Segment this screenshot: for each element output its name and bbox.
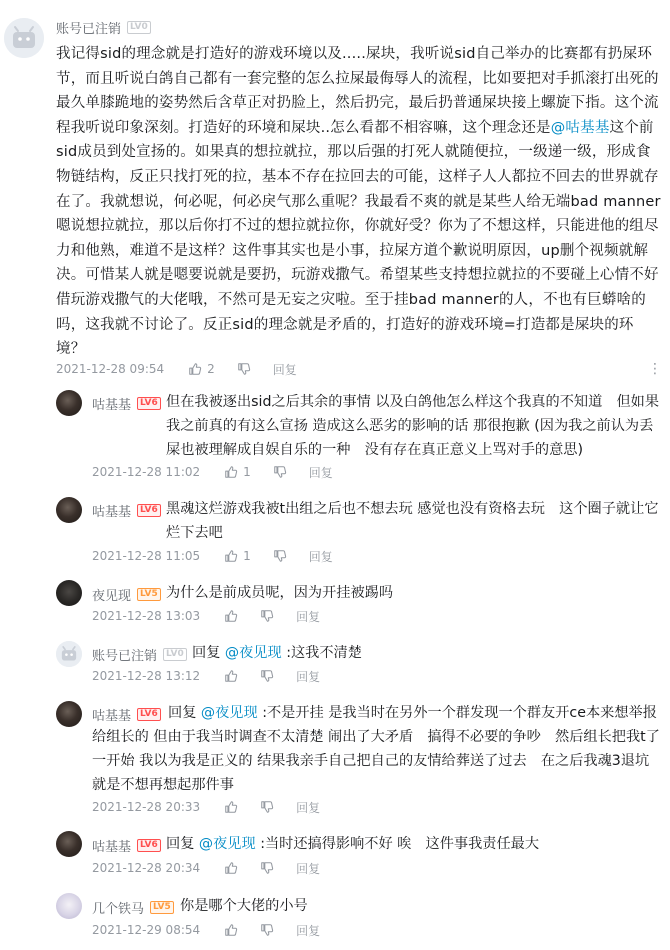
timestamp: 2021-12-28 13:03: [92, 609, 201, 623]
reply-meta: [92, 922, 342, 938]
dislike-button[interactable]: [260, 800, 274, 814]
level-badge: LV6: [137, 504, 161, 517]
reply-meta: [92, 548, 355, 564]
avatar[interactable]: [56, 390, 82, 416]
avatar[interactable]: [56, 893, 82, 919]
thumbs-up-icon: [224, 800, 238, 814]
level-badge: LV5: [137, 588, 161, 601]
level-badge: LV6: [137, 397, 161, 410]
reply-meta: [92, 668, 342, 684]
mention-link[interactable]: @咕基基: [550, 119, 610, 136]
reply-button[interactable]: 回复: [296, 609, 321, 624]
reply-meta: [92, 799, 342, 815]
username[interactable]: 夜见现: [92, 588, 132, 604]
thumbs-up-icon: [224, 861, 238, 875]
username[interactable]: 咕基基: [92, 708, 132, 724]
comment-meta: [56, 361, 319, 377]
thumbs-down-icon: [260, 923, 274, 937]
dislike-button[interactable]: [273, 465, 287, 479]
timestamp: 2021-12-28 11:02: [92, 465, 201, 479]
like-count: 1: [243, 549, 251, 563]
avatar[interactable]: [4, 18, 44, 58]
username[interactable]: 咕基基: [92, 839, 132, 855]
thumbs-down-icon: [260, 861, 274, 875]
reply-button[interactable]: 回复: [272, 362, 297, 377]
like-count: 1: [243, 465, 251, 479]
thumbs-up-icon: [224, 609, 238, 623]
like-button[interactable]: [224, 923, 238, 937]
deleted-user-icon: [4, 18, 44, 58]
level-badge: LV0: [127, 21, 151, 34]
reply-button[interactable]: 回复: [308, 465, 333, 480]
reply-text: 但在我被逐出sid之后其余的事情 以及白鸽他怎么样这个我真的不知道 但如果我之前真的有这么宣扬 造成这么恶劣的影响的话 那很抱歉 (因为我之前认为丢屎也被理解成自娱自乐的一种 没有存在真正意义上骂对手的意思): [166, 394, 660, 458]
like-button[interactable]: [224, 861, 238, 875]
avatar[interactable]: [56, 701, 82, 727]
thumbs-down-icon: [260, 800, 274, 814]
deleted-user-icon: [56, 641, 82, 667]
level-badge: LV6: [137, 839, 161, 852]
reply-text: 回复 @夜见现 :当时还搞得影响不好 唉 这件事我责任最大: [166, 836, 540, 852]
thumbs-down-icon: [260, 609, 274, 623]
mention-link[interactable]: @夜见现: [224, 645, 282, 661]
like-button[interactable]: [224, 800, 238, 814]
thumbs-down-icon: [273, 549, 287, 563]
mention-link[interactable]: @夜见现: [198, 836, 256, 852]
avatar[interactable]: [56, 641, 82, 667]
timestamp: 2021-12-28 13:12: [92, 669, 201, 683]
like-button[interactable]: [188, 362, 215, 376]
dislike-button[interactable]: [260, 861, 274, 875]
timestamp: 2021-12-28 11:05: [92, 549, 201, 563]
like-button[interactable]: [224, 669, 238, 683]
dislike-button[interactable]: [260, 669, 274, 683]
like-button[interactable]: [224, 465, 251, 479]
reply-text: 回复 @夜见现 :不是开挂 是我当时在另外一个群发现一个群友开ce本来想举报给组长的 但由于我当时调查不太清楚 闹出了大矛盾 搞得不必要的争吵 然后组长把我t了 一开始 我以为我是正义的 结果我亲手自己把自己的友情给葬送了过去 在之后我魂3退坑 就是不想再想起那件事: [92, 705, 660, 793]
dislike-button[interactable]: [260, 609, 274, 623]
thumbs-up-icon: [224, 923, 238, 937]
level-badge: LV6: [137, 708, 161, 721]
reply-button[interactable]: 回复: [296, 923, 321, 938]
timestamp: 2021-12-29 08:54: [92, 923, 201, 937]
mention-link[interactable]: @夜见现: [200, 705, 258, 721]
like-button[interactable]: [224, 549, 251, 563]
dislike-button[interactable]: [273, 549, 287, 563]
reply-text: 回复 @夜见现 :这我不清楚: [192, 645, 362, 661]
dislike-button[interactable]: [260, 923, 274, 937]
reply-button[interactable]: 回复: [296, 669, 321, 684]
username[interactable]: 账号已注销: [56, 21, 122, 37]
avatar[interactable]: [56, 497, 82, 523]
comment-text-part: 我记得sid的理念就是打造好的游戏环境以及.....屎块，我听说sid自己举办的比赛都有扔屎环节，而且听说白鸽自己都有一套完整的怎么拉屎最侮辱人的流程，比如要把对手抓滚打出死的最久单膝跪地的姿势然后含草正对扔脸上，然后扔完，最后扔普通屎块接上螺旋下指。这个流程我听说印象深刻。打造好的环境和屎块..怎么看都不相容嘛，这个理念还是: [56, 46, 659, 136]
username[interactable]: 账号已注销: [92, 648, 158, 664]
comment-text: [56, 42, 662, 362]
avatar[interactable]: [56, 580, 82, 606]
reply-text: 黑魂这烂游戏我被t出组之后也不想去玩 感觉也没有资格去玩 这个圈子就让它烂下去吧: [166, 501, 659, 541]
reply-button[interactable]: 回复: [296, 861, 321, 876]
thumbs-down-icon: [237, 362, 251, 376]
like-button[interactable]: [224, 609, 238, 623]
reply-meta: [92, 860, 342, 876]
avatar[interactable]: [56, 831, 82, 857]
dislike-button[interactable]: [237, 362, 251, 376]
level-badge: LV5: [150, 901, 174, 914]
reply-button[interactable]: 回复: [308, 549, 333, 564]
thumbs-up-icon: [224, 465, 238, 479]
thumbs-down-icon: [273, 465, 287, 479]
comment-text-part: 这个前sid成员到处宣扬的。如果真的想拉就拉，那以后强的打死人就随便拉，一级递一级，形成食物链结构，反正只找打死的拉，基本不存在拉回去的可能，这样子人人都拉不回去的世界就存在了。我就想说，何必呢，何必戾气那么重呢？我最看不爽的就是某些人给无端bad manner嗯说想拉就拉，那以后你打不过的想拉就拉你，你就好受？你为了不想这样，只能进他的组尽力和他熟，难道不是这样？这件事其实也是小事，拉屎方道个歉说明原因，up删个视频就解决。可惜某人就是嗯要说就是要扔，玩游戏撒气。希望某些支持想拉就拉的不要碰上心情不好借玩游戏撒气的大佬哦，不然可是无妄之灾啦。至于挂bad manner的人，不也有巨蟒啥的吗，这我就不讨论了。反正sid的理念就是矛盾的，打造好的游戏环境=打造都是屎块的环境？: [56, 119, 661, 358]
like-count: 2: [207, 362, 215, 376]
timestamp: 2021-12-28 09:54: [56, 362, 165, 376]
thumbs-up-icon: [224, 669, 238, 683]
thumbs-down-icon: [260, 669, 274, 683]
reply-meta: [92, 608, 342, 624]
username[interactable]: 咕基基: [92, 504, 132, 520]
username[interactable]: 咕基基: [92, 397, 132, 413]
reply-meta: [92, 464, 355, 480]
reply-text: 你是哪个大佬的小号: [180, 898, 308, 914]
reply-button[interactable]: 回复: [296, 800, 321, 815]
more-vertical-icon[interactable]: ⋮: [648, 361, 662, 377]
username[interactable]: 几个铁马: [92, 901, 145, 917]
reply-text: 为什么是前成员呢，因为开挂被踢吗: [166, 585, 394, 601]
timestamp: 2021-12-28 20:33: [92, 800, 201, 814]
thumbs-up-icon: [188, 362, 202, 376]
level-badge: LV0: [163, 648, 187, 661]
timestamp: 2021-12-28 20:34: [92, 861, 201, 875]
thumbs-up-icon: [224, 549, 238, 563]
